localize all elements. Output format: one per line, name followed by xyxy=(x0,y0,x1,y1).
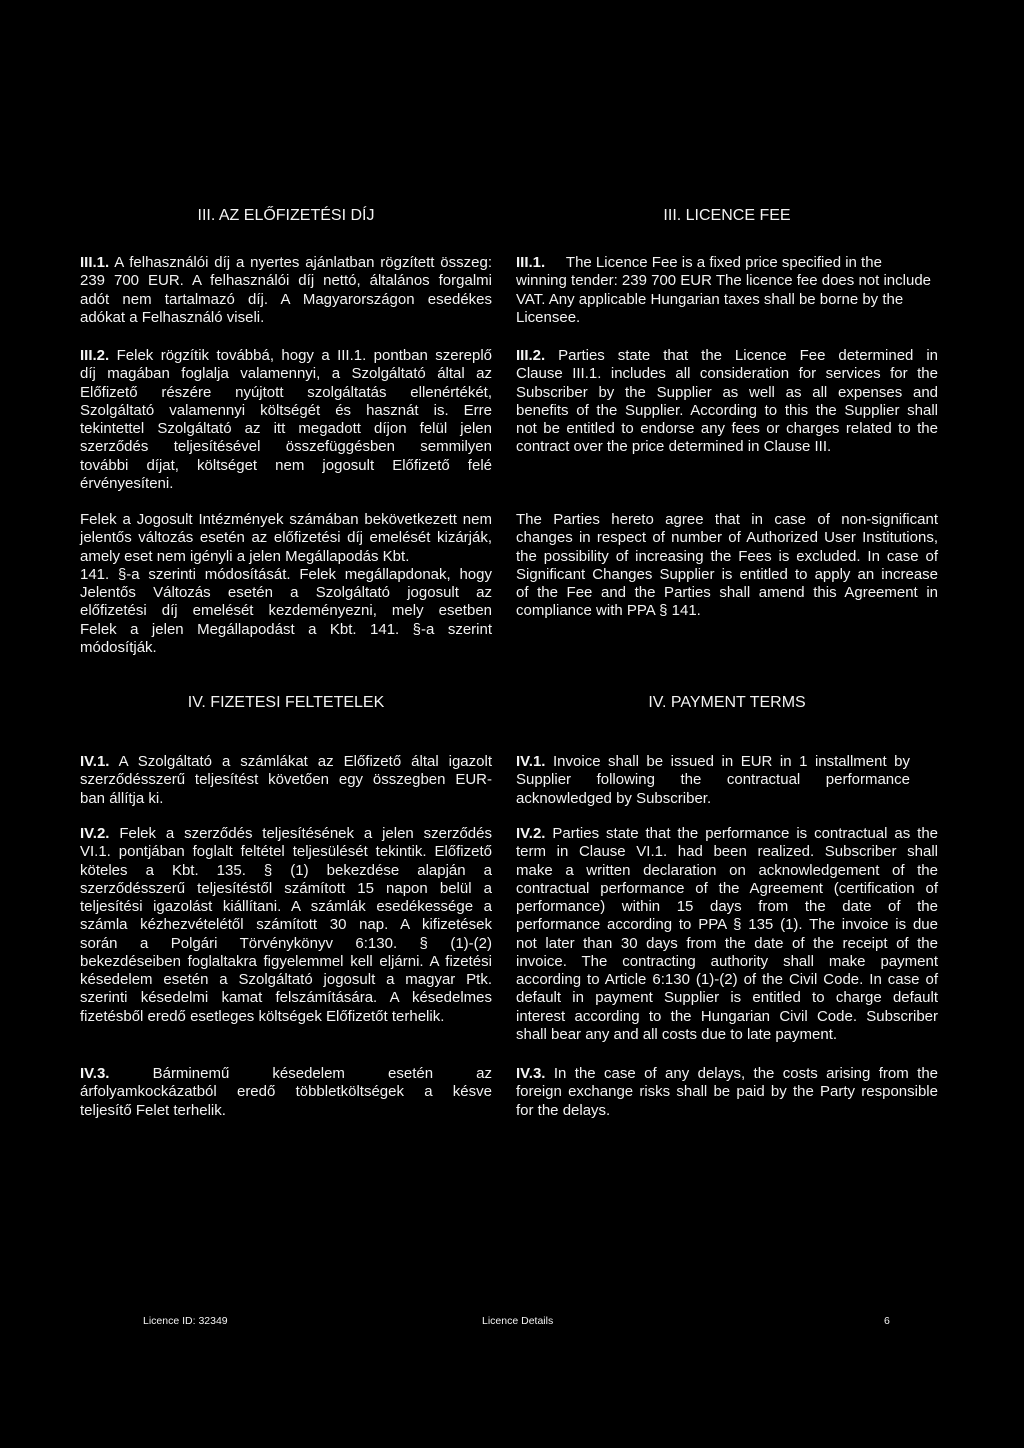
text-line: ban állítja ki. xyxy=(80,789,164,807)
clause-text: A felhasználói díj a nyertes ajánlatban rögzített összeg: xyxy=(114,254,492,271)
clause-number: IV.2. xyxy=(516,825,546,842)
page-number: 6 xyxy=(884,1315,890,1327)
text-line: Supplier following the contractual performance xyxy=(516,771,910,789)
clause-text: In the case of any delays, the costs arising from the xyxy=(553,1065,939,1082)
text-line: díj magában foglalja valamennyi, a Szolgáltató által az xyxy=(80,365,492,383)
text-line: 141. §-a szerinti módosítását. Felek megállapdonak, hogy xyxy=(80,565,492,583)
section-heading-en-iii: III. LICENCE FEE xyxy=(663,207,791,224)
section-heading-hu-iii: III. AZ ELŐFIZETÉSI DÍJ xyxy=(197,207,375,224)
text-line: invoice. The contracting authority shall make payment xyxy=(516,952,938,970)
text-line: Felek a Jogosult Intézmények számában bekövetkezett nem xyxy=(80,511,492,528)
text-line: késedelem esetén a Szolgáltató jogosult a magyar Ptk. xyxy=(80,971,492,988)
text-line xyxy=(80,254,492,272)
text-line: tekintettel Szolgáltató az itt megadott díjon felül jelen xyxy=(80,420,492,437)
text-line: szerződésszerű teljesítéstől számított 15 napon belül a xyxy=(80,879,492,897)
clause-number: IV.2. xyxy=(80,825,110,842)
text-line: acknowledged by Subscriber. xyxy=(516,789,712,807)
text-line: Significant Changes Supplier is entitled to apply an increase xyxy=(516,565,938,583)
clause-text: Bárminemű késedelem esetén az xyxy=(152,1065,492,1082)
clause-iv-2-en xyxy=(516,825,938,1044)
clause-iii-3-hu xyxy=(80,511,492,657)
text-line: performance) within 15 days from the date of the xyxy=(516,898,938,915)
text-line: során a Polgári Törvénykönyv 6:130. § (1)-(2) xyxy=(80,934,492,952)
text-line: Licensee. xyxy=(516,308,581,326)
text-line: szerződésszerű teljesítést követően egy összegben EUR- xyxy=(80,771,492,789)
text-line: not later than 30 days from the date of the receipt of the xyxy=(516,934,938,952)
text-line xyxy=(516,825,938,843)
text-line: adókat a Felhasználó viseli. xyxy=(80,308,265,326)
text-line xyxy=(80,825,492,843)
text-line xyxy=(516,347,938,365)
text-line: changes in respect of number of Authorized User Institutions, xyxy=(516,529,938,547)
text-line: teljesítő Felet terhelik. xyxy=(80,1101,226,1119)
text-line: előfizetési díj emelését kezdeményezni, mely esetben xyxy=(80,602,492,620)
clause-iv-3-en xyxy=(516,1065,938,1120)
text-line: szerződés teljesítésével összefüggésben semmilyen xyxy=(80,438,492,456)
text-line: teljesítési igazolást kiállítani. A számlák esedékessége a xyxy=(80,898,492,915)
text-line: bekezdéseiben foglaltakra figyelemmel kell eljárni. A fizetési xyxy=(80,952,492,970)
section-heading-hu-iv: IV. FIZETESI FELTETELEK xyxy=(187,694,385,711)
text-line xyxy=(80,347,492,365)
clause-iv-1-hu xyxy=(80,753,492,808)
text-line: adót nem tartalmazó díj. A Magyarországon esedékes xyxy=(80,290,492,308)
text-line: the possibility of increasing the Fees is excluded. In case of xyxy=(516,547,938,565)
clause-iii-2-hu xyxy=(80,347,492,493)
text-line xyxy=(80,1065,492,1083)
text-line: performance according to PPA § 135 (1). The invoice is due xyxy=(516,916,938,934)
text-line: contractual performance of the Agreement (certification of xyxy=(516,879,938,897)
text-line: interest according to the Hungarian Civil Code. Subscriber xyxy=(516,1007,938,1025)
text-line: jelentős változás esetén az előfizetési díj emelését kizárják, xyxy=(80,529,492,547)
clause-iii-1-hu xyxy=(80,254,492,327)
text-line: default in payment Supplier is entitled to charge default xyxy=(516,989,938,1007)
clause-number: IV.1. xyxy=(516,753,546,770)
clause-text: Felek a szerződés teljesítésének a jelen szerződés xyxy=(119,825,492,842)
text-line: contract over the price determined in Clause III. xyxy=(516,438,832,456)
clause-number: IV.1. xyxy=(80,753,110,770)
text-line xyxy=(516,254,938,272)
clause-number: III.1. xyxy=(516,254,546,271)
clause-iii-3-en xyxy=(516,511,938,621)
clause-text: A Szolgáltató a számlákat az Előfizető által igazolt xyxy=(118,753,492,770)
clause-iii-1-en xyxy=(516,254,938,327)
clause-iv-3-hu xyxy=(80,1065,492,1120)
text-line: compliance with PPA § 141. xyxy=(516,602,701,620)
footer-licence-id: Licence ID: 32349 xyxy=(143,1315,228,1327)
clause-iv-1-en xyxy=(516,753,910,808)
text-line: foreign exchange risks shall be paid by the Party responsible xyxy=(516,1083,938,1101)
text-line: Jelentős Változás esetén a Szolgáltató jogosult az xyxy=(80,584,492,601)
text-line: szerinti késedelmi kamat felszámítására. A késedelmes xyxy=(80,989,492,1007)
clause-iii-2-en xyxy=(516,347,938,457)
text-line: not be entitled to endorse any fees or charges related to the xyxy=(516,420,938,437)
clause-iv-2-hu xyxy=(80,825,492,1026)
text-line: Felek a jelen Megállapodást a Kbt. 141. §-a szerint xyxy=(80,620,492,638)
text-line: of the Fee and the Parties shall amend this Agreement in xyxy=(516,584,938,601)
clause-text: Parties state that the Licence Fee determined in xyxy=(558,347,938,364)
text-line xyxy=(516,753,910,771)
text-line: winning tender: 239 700 EUR The licence fee does not include xyxy=(516,272,931,290)
text-line: számla kézhezvételétől számított 30 nap. A kifizetések xyxy=(80,916,492,934)
text-line: Előfizető részére nyújtott szolgáltatás ellenértékét, xyxy=(80,383,492,401)
text-line xyxy=(516,1065,938,1083)
footer-title: Licence Details xyxy=(482,1315,554,1327)
text-line: 239 700 EUR. A felhasználói díj nettó, általános forgalmi xyxy=(80,272,492,290)
clause-number: III.2. xyxy=(516,347,546,364)
clause-text: The Licence Fee is a fixed price specified in the xyxy=(565,254,882,271)
clause-number: III.2. xyxy=(80,347,110,364)
text-line: VAT. Any applicable Hungarian taxes shall be borne by the xyxy=(516,290,904,308)
text-line: Subscriber by the Supplier as well as all expenses and xyxy=(516,383,938,401)
text-line: The Parties hereto agree that in case of non-significant xyxy=(516,511,938,528)
text-line xyxy=(80,753,492,771)
section-heading-en-iv: IV. PAYMENT TERMS xyxy=(648,694,806,711)
clause-text: Invoice shall be issued in EUR in 1 installment by xyxy=(553,753,910,770)
text-line: köteles a Kbt. 135. § (1) bekezdése alapján a xyxy=(80,861,492,879)
clause-number: III.1. xyxy=(80,254,110,271)
text-line: Szolgáltató valamennyi költségét és hasznát is. Erre xyxy=(80,401,492,419)
text-line: érvényesíteni. xyxy=(80,474,174,492)
text-line: VI.1. pontjában foglalt feltétel teljesülését tekintik. Előfizető xyxy=(80,843,492,861)
text-line: for the delays. xyxy=(516,1101,611,1119)
clause-text: Felek rögzítik továbbá, hogy a III.1. pontban szereplő xyxy=(116,347,493,364)
text-line: Clause III.1. includes all consideration for services for the xyxy=(516,365,938,383)
text-line: fizetésből eredő esetleges költségek Előfizetőt terhelik. xyxy=(80,1007,445,1025)
clause-text: Parties state that the performance is contractual as the xyxy=(552,825,939,842)
text-line: amely eset nem igényli a jelen Megállapodás Kbt. xyxy=(80,547,410,565)
text-line: módosítják. xyxy=(80,638,157,656)
text-line: árfolyamkockázatból eredő többletköltségek a késve xyxy=(80,1083,492,1101)
text-line: további díjat, költséget nem jogosult Előfizető felé xyxy=(80,456,492,474)
clause-number: IV.3. xyxy=(516,1065,546,1082)
text-line: shall bear any and all costs due to late payment. xyxy=(516,1025,838,1043)
clause-number: IV.3. xyxy=(80,1065,110,1082)
text-line: benefits of the Supplier. According to this the Supplier shall xyxy=(516,401,938,419)
text-line: according to Article 6:130 (1)-(2) of the Civil Code. In case of xyxy=(516,971,938,988)
text-line: term in Clause VI.1. had been realized. Subscriber shall xyxy=(516,843,938,861)
text-line: make a written declaration on acknowledgement of the xyxy=(516,861,938,879)
